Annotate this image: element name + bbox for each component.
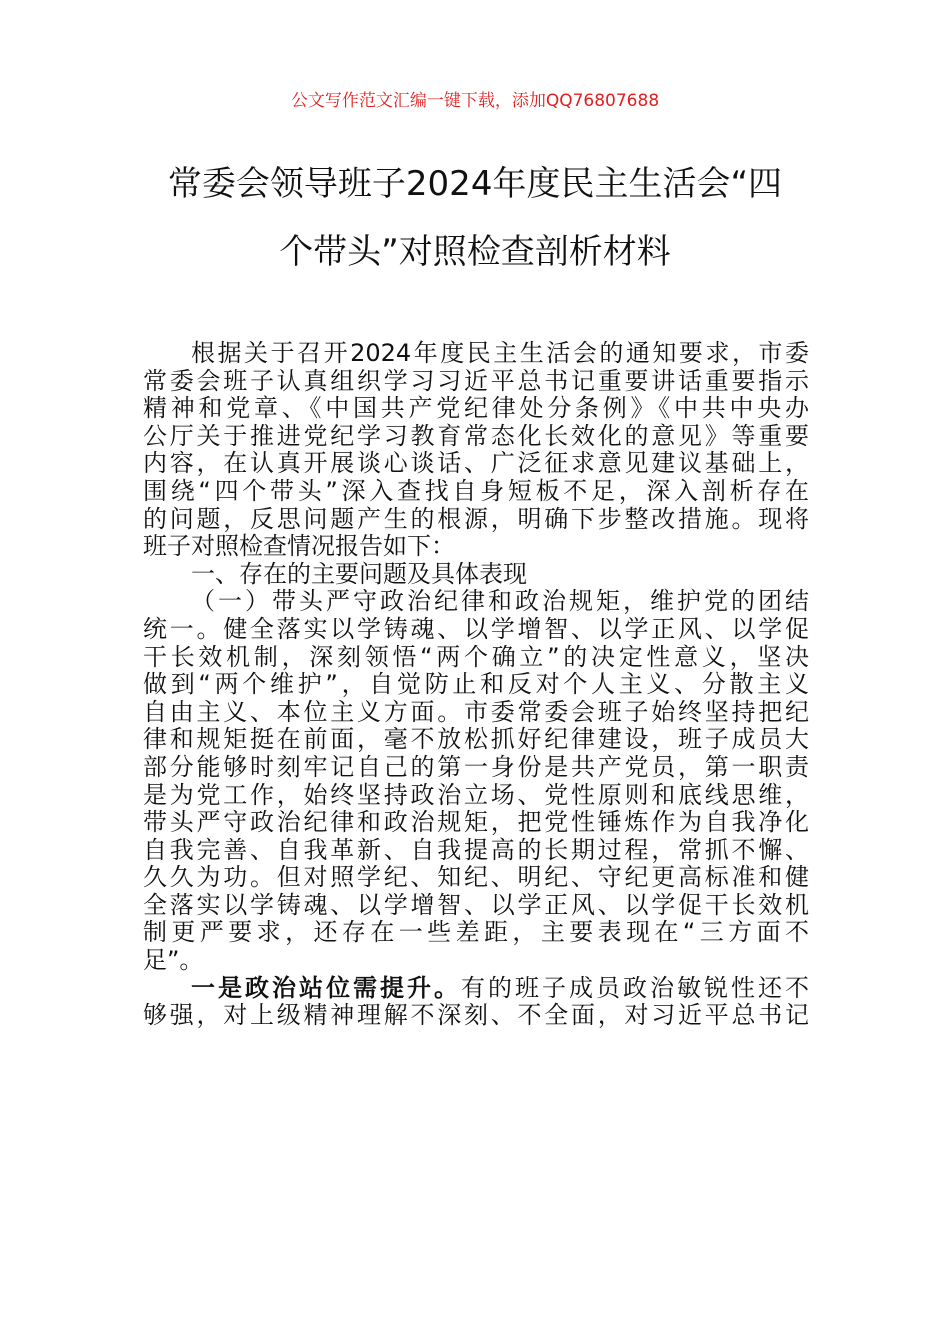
body-line: 做到“两个维护”，自觉防止和反对个人主义、分散主义 [143,670,809,699]
point-lead: 一是政治站位需提升。 [191,973,461,1002]
body-line: 的问题，反思问题产生的根源，明确下步整改措施。现将 [143,504,809,533]
point-text: 有的班子成员政治敏锐性还不 [461,973,809,1002]
body-line: 律和规矩挺在前面，毫不放松抓好纪律建设，班子成员大 [143,725,809,754]
body-line: 部分能够时刻牢记自己的第一身份是共产党员，第一职责 [143,752,809,781]
title-line-1: 常委会领导班子2024年度民主生活会“四 [167,164,783,204]
body-line: 班子对照检查情况报告如下： [143,532,455,561]
body-line: 自由主义、本位主义方面。市委常委会班子始终坚持把纪 [143,697,809,726]
body-line: 精神和党章、《中国共产党纪律处分条例》《中共中央办 [143,394,809,423]
subsection-heading-line: （一）带头严守政治纪律和政治规矩，维护党的团结 [191,587,809,616]
section-heading: 一、存在的主要问题及具体表现 [191,559,527,588]
body-line: 根据关于召开2024年度民主生活会的通知要求，市委 [191,339,809,367]
point-line [143,975,809,1003]
body-line: 全落实以学铸魂、以学增智、以学正风、以学促干长效机 [143,890,809,919]
document-body [143,340,809,1030]
body-line: 围绕“四个带头”深入查找自身短板不足，深入剖析存在 [143,476,809,505]
body-line: 内容，在认真开展谈心谈话、广泛征求意见建议基础上， [143,449,809,478]
body-line: 统一。健全落实以学铸魂、以学增智、以学正风、以学促 [143,614,809,643]
body-line: 足”。 [143,946,204,975]
body-line: 带头严守政治纪律和政治规矩，把党性锤炼作为自我净化 [143,808,809,837]
title-line-2: 个带头”对照检查剖析材料 [279,232,671,272]
body-line: 久久为功。但对照学纪、知纪、明纪、守纪更高标准和健 [143,863,809,892]
body-line: 够强，对上级精神理解不深刻、不全面，对习近平总书记 [143,1001,809,1030]
body-line: 公厅关于推进党纪学习教育常态化长效化的意见》等重要 [143,421,809,450]
body-line: 常委会班子认真组织学习习近平总书记重要讲话重要指示 [143,366,809,395]
body-line: 干长效机制，深刻领悟“两个确立”的决定性意义，坚决 [143,642,809,671]
download-banner[interactable]: 公文写作范文汇编一键下载，添加QQ76807688 [290,91,660,111]
body-line: 是为党工作，始终坚持政治立场、党性原则和底线思维， [143,780,809,809]
document-title [0,150,950,286]
body-line: 制更严要求，还存在一些差距，主要表现在“三方面不 [143,918,809,947]
body-line: 自我完善、自我革新、自我提高的长期过程，常抓不懈、 [143,835,809,864]
